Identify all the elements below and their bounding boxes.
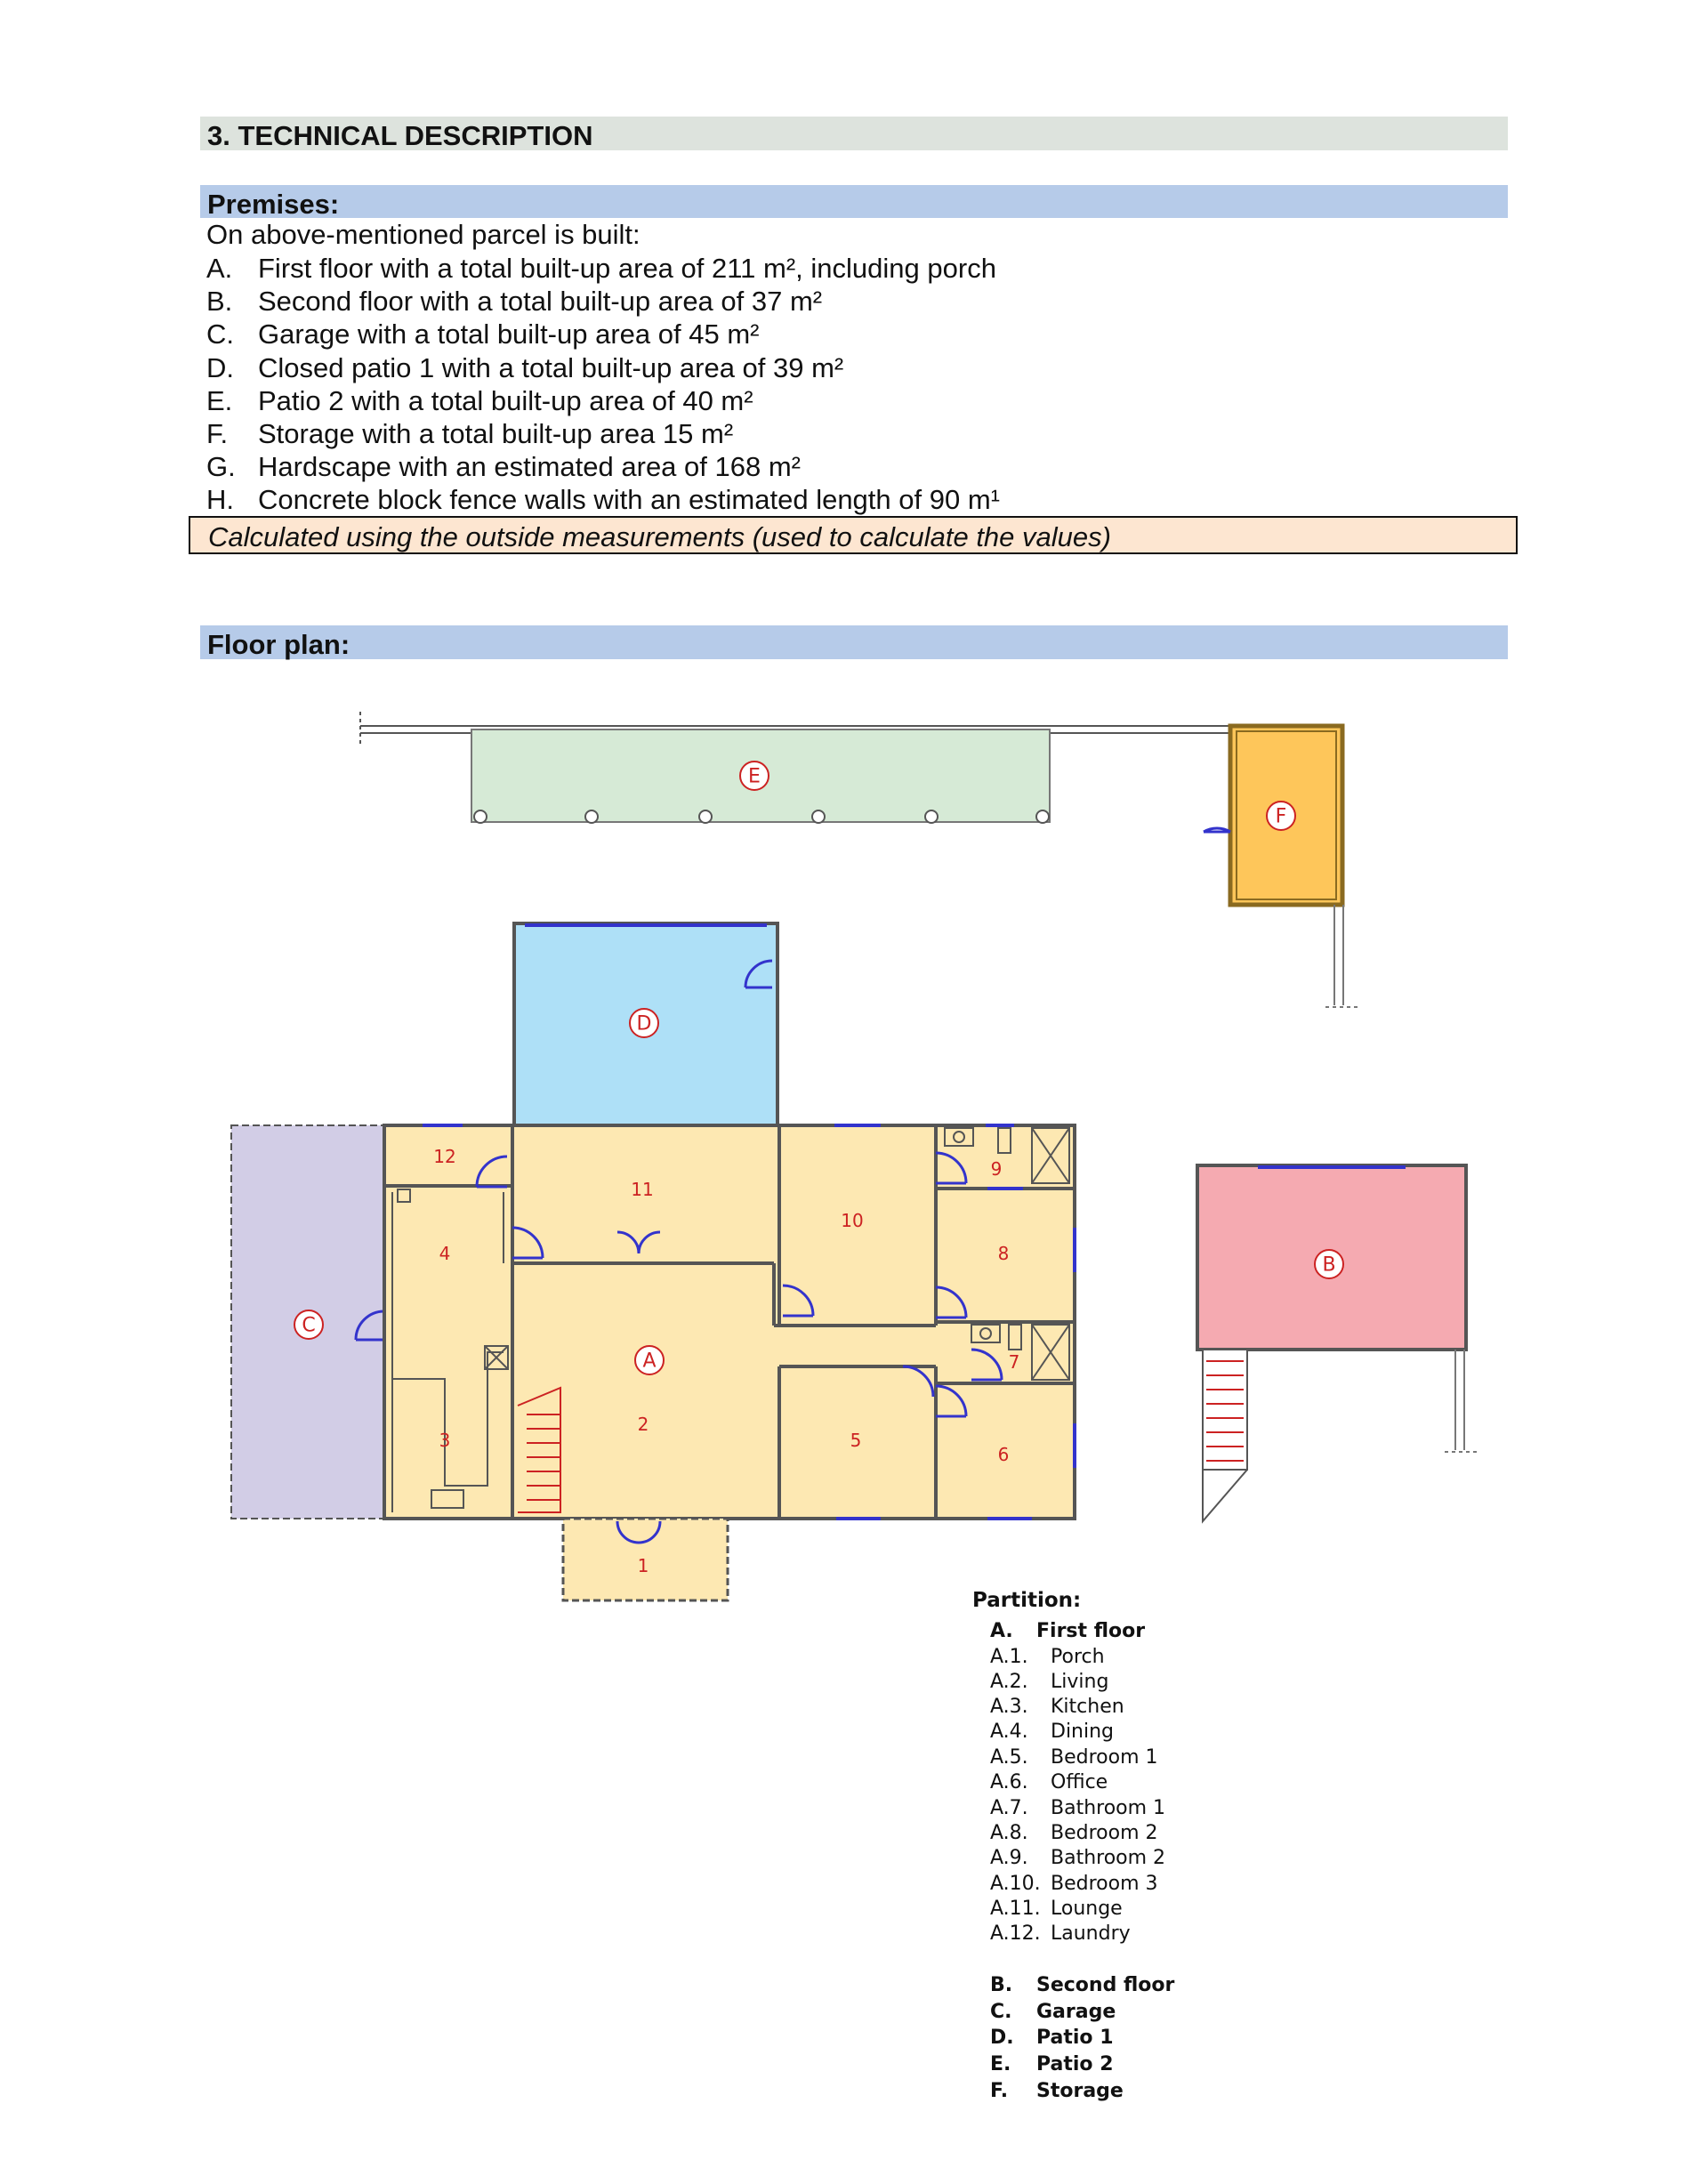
- zone-label-c: C: [302, 1314, 316, 1337]
- room-number-9: 9: [990, 1158, 1003, 1180]
- list-item: B. Second floor: [990, 1974, 1175, 1996]
- measurement-note-text: Calculated using the outside measurements (used to calculate the values): [208, 521, 1111, 552]
- list-item: D. Closed patio 1 with a total built-up area of 39 m²: [206, 351, 844, 383]
- list-item: A.12. Laundry: [990, 1922, 1131, 1945]
- partition-first-floor: A. First floor: [990, 1620, 1146, 1642]
- list-item: A.3. Kitchen: [990, 1696, 1124, 1718]
- list-item: A.11. Lounge: [990, 1898, 1123, 1920]
- zone-label-d: D: [636, 1012, 652, 1036]
- list-item: A.8. Bedroom 2: [990, 1822, 1158, 1844]
- zone-label-f: F: [1275, 805, 1287, 828]
- list-item: D. Patio 1: [990, 2027, 1114, 2049]
- list-item: C. Garage: [990, 2001, 1116, 2023]
- zone-label-e: E: [748, 765, 761, 788]
- list-item: A.5. Bedroom 1: [990, 1746, 1158, 1769]
- floorplan-heading: Floor plan:: [207, 629, 350, 660]
- room-number-2: 2: [637, 1414, 649, 1435]
- list-item: B. Second floor with a total built-up area of 37 m²: [206, 286, 823, 318]
- list-item: F. Storage: [990, 2080, 1124, 2102]
- list-item: A. First floor with a total built-up area of 211 m², including porch: [206, 253, 996, 284]
- room-number-4: 4: [439, 1243, 451, 1264]
- list-item: A.4. Dining: [990, 1721, 1115, 1743]
- list-item: A.2. Living: [990, 1671, 1109, 1693]
- room-number-6: 6: [997, 1444, 1010, 1465]
- room-number-7: 7: [1008, 1351, 1020, 1373]
- list-item: A.10. Bedroom 3: [990, 1873, 1158, 1895]
- list-item: E. Patio 2 with a total built-up area of 40 m²: [206, 384, 753, 416]
- room-number-11: 11: [631, 1179, 654, 1200]
- list-item: A.7. Bathroom 1: [990, 1797, 1166, 1819]
- zone-label-b: B: [1322, 1253, 1336, 1277]
- zone-label-a: A: [642, 1350, 657, 1373]
- room-number-5: 5: [850, 1430, 862, 1451]
- room-number-10: 10: [841, 1210, 864, 1231]
- list-item: H. Concrete block fence walls with an estimated length of 90 m¹: [206, 484, 1000, 516]
- section-title: 3. TECHNICAL DESCRIPTION: [207, 120, 593, 151]
- room-number-1: 1: [637, 1555, 649, 1576]
- list-item: E. Patio 2: [990, 2053, 1114, 2075]
- list-item: G. Hardscape with an estimated area of 168 m²: [206, 451, 801, 483]
- list-item: A.9. Bathroom 2: [990, 1847, 1166, 1869]
- list-item: F. Storage with a total built-up area 15 m²: [206, 417, 734, 449]
- second-floor-stairs: [1203, 1350, 1247, 1470]
- partition-legend: [972, 1589, 1175, 2102]
- premises-intro: On above-mentioned parcel is built:: [206, 219, 640, 250]
- room-number-12: 12: [433, 1146, 456, 1167]
- room-number-3: 3: [439, 1430, 451, 1451]
- list-item: A.6. Office: [990, 1771, 1108, 1793]
- partition-heading: Partition:: [972, 1589, 1082, 1612]
- list-item: A.1. Porch: [990, 1646, 1105, 1668]
- list-item: C. Garage with a total built-up area of 45 m²: [206, 318, 760, 351]
- premises-heading: Premises:: [207, 189, 340, 220]
- room-number-8: 8: [997, 1243, 1010, 1264]
